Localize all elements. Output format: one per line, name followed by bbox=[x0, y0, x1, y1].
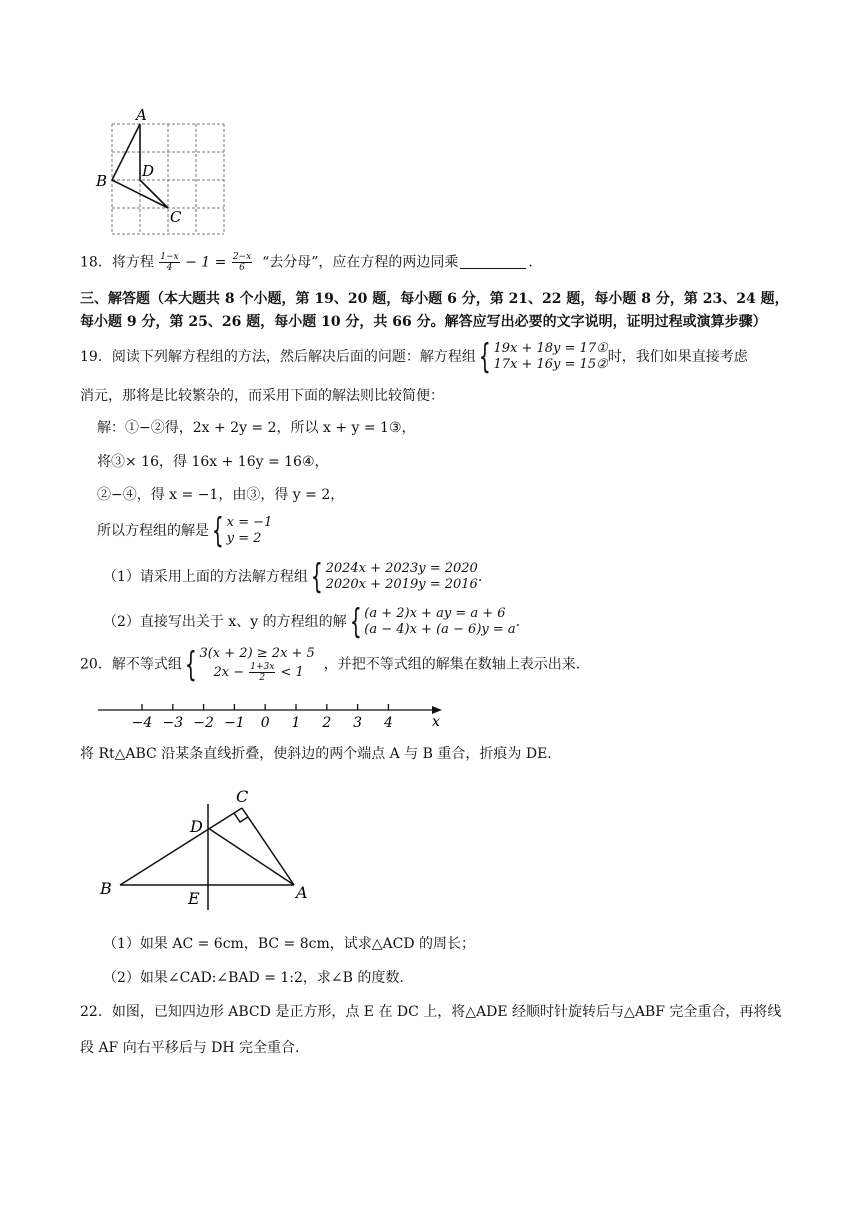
question-19-intro: 19．阅读下列解方程组的方法，然后解决后面的问题：解方程组{ 19x + 18y = 17① 17x + 16y = 15② 时，我们如果直接考虑 bbox=[80, 337, 748, 377]
q21-label-c: C bbox=[236, 787, 249, 806]
question-22-line1: 22．如图，已知四边形 ABCD 是正方形，点 E 在 DC 上，将△ADE 经顺时针旋转后与△ABF 完全重合，再将线 bbox=[80, 1004, 782, 1020]
answer-blank-18[interactable] bbox=[460, 254, 526, 269]
question-19-step1: 解：①−②得，2x + 2y = 2，所以 x + y = 1③， bbox=[97, 420, 416, 436]
question-19-part2: （2）直接写出关于 x、y 的方程组的解{ (a + 2)x + ay = a + 6 (a − 4)x + (a − 6)y = a . bbox=[103, 602, 521, 642]
number-line-tick-label: 3 bbox=[353, 715, 363, 731]
question-19-step2: 将③× 16，得 16x + 16y = 16④， bbox=[97, 454, 329, 470]
number-line-tick-label: −4 bbox=[131, 715, 153, 731]
question-18: 18．将方程 $\frac{1-x}{4}$ − 1 = $\frac{2-x}{6}$ “去分母”，应在方程的两边同乘 . bbox=[80, 252, 533, 273]
question-19-part1: （1）请采用上面的方法解方程组{ 2024x + 2023y = 2020 2020x + 2019y = 2016 . bbox=[103, 557, 483, 597]
question-21-part1: （1）如果 AC = 6cm，BC = 8cm，试求△ACD 的周长； bbox=[103, 936, 476, 952]
question-22-line2: 段 AF 向右平移后与 DH 完全重合. bbox=[80, 1040, 300, 1056]
q19-eq2: 17x + 16y = 15② bbox=[493, 357, 608, 372]
q17-label-d: D bbox=[142, 162, 155, 180]
q17-grid-figure bbox=[92, 104, 232, 238]
question-21: 将 Rt△ABC 沿某条直线折叠，使斜边的两个端点 A 与 B 重合，折痕为 DE. bbox=[80, 746, 552, 762]
q21-label-e: E bbox=[188, 889, 200, 908]
question-20: 20．解不等式组{ 3(x + 2) ≥ 2x + 5 2x − $\frac{1+3x}{2}$ < 1 ，并把不等式组的解集在数轴上表示出来. bbox=[80, 644, 581, 685]
number-line-tick-label: 4 bbox=[383, 715, 393, 731]
number-line-tick-label: 2 bbox=[322, 715, 332, 731]
q17-label-c: C bbox=[170, 208, 182, 226]
q21-label-d: D bbox=[190, 817, 203, 836]
number-line-tick-label: −3 bbox=[162, 715, 184, 731]
question-19-line2: 消元，那将是比较繁杂的，而采用下面的解法则比较简便： bbox=[80, 388, 444, 404]
q21-triangle-figure bbox=[96, 782, 326, 912]
question-19-step3: ②−④，得 x = −1，由③，得 y = 2， bbox=[97, 487, 345, 503]
number-line-tick-label: 1 bbox=[291, 715, 301, 731]
number-line-tick-label: −1 bbox=[224, 715, 245, 731]
q21-label-a: A bbox=[296, 883, 308, 902]
question-19-step4: 所以方程组的解是{ x = −1 y = 2 bbox=[97, 511, 273, 551]
section-3-header-line2: 每小题 9 分，第 25、26 题，每小题 10 分，共 66 分。解答应写出必要的文字说明，证明过程或演算步骤） bbox=[80, 314, 767, 330]
section-3-header-line1: 三、解答题（本大题共 8 个小题，第 19、20 题，每小题 6 分，第 21、22 题，每小题 8 分，第 23、24 题， bbox=[80, 291, 789, 307]
q21-label-b: B bbox=[100, 879, 112, 898]
q17-label-b: B bbox=[96, 172, 108, 190]
q19-eq1: 19x + 18y = 17① bbox=[493, 341, 608, 356]
number-line-tick-label: 0 bbox=[260, 715, 270, 731]
number-line bbox=[96, 694, 456, 734]
q17-label-a: A bbox=[136, 106, 147, 124]
question-21-part2: （2）如果∠CAD:∠BAD = 1:2，求∠B 的度数. bbox=[103, 970, 404, 986]
number-line-tick-label: −2 bbox=[193, 715, 214, 731]
number-line-axis-label: x bbox=[432, 714, 440, 730]
